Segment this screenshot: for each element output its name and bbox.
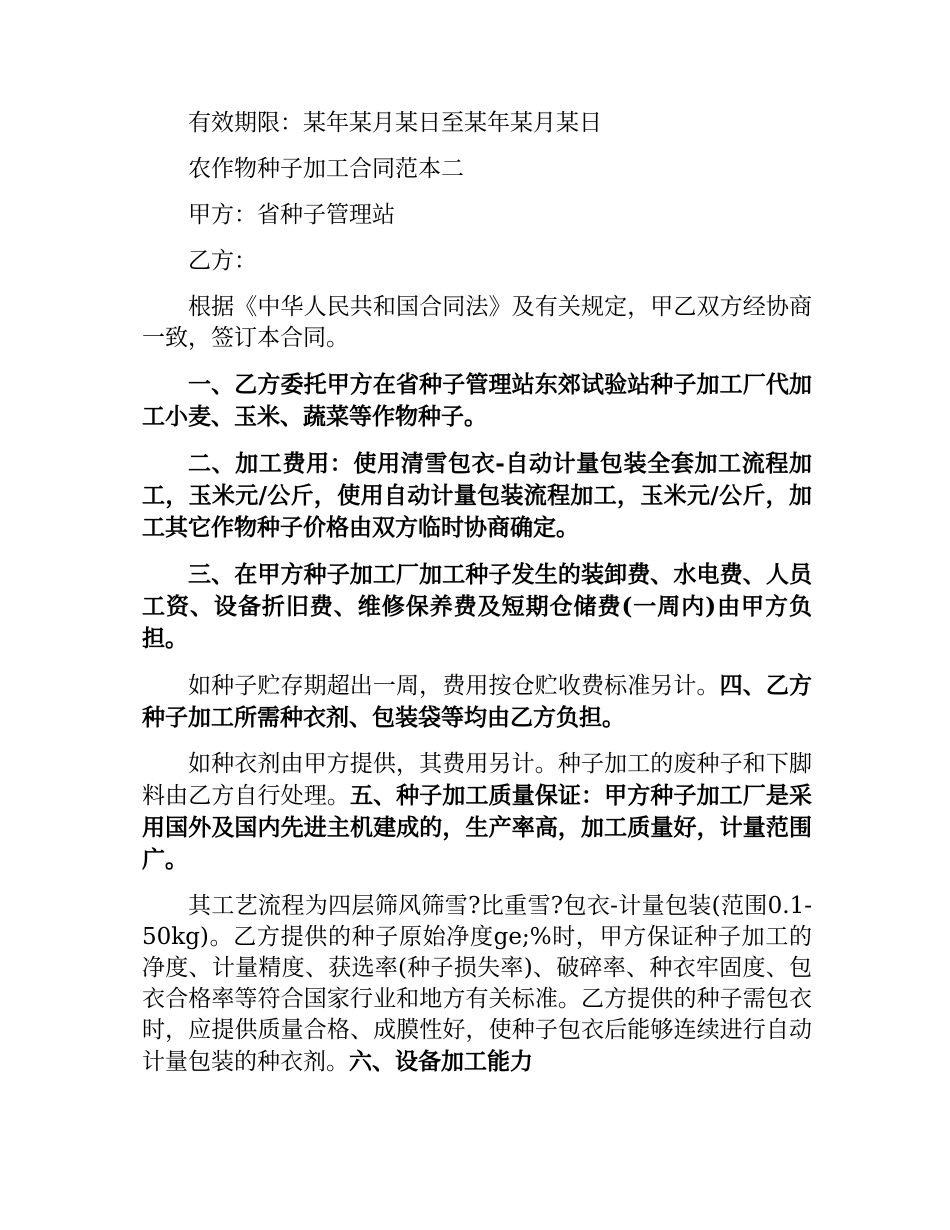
- clause-6: [142, 891, 812, 1078]
- text-segment: 如种子贮存期超出一周，费用按仓贮收费标准另计。: [188, 673, 720, 699]
- clause-5: [142, 749, 812, 876]
- text-segment: 有效期限：某年某月某日至某年某月某日: [188, 110, 602, 136]
- text-segment: 乙方：: [188, 248, 257, 274]
- party-a: [142, 200, 812, 231]
- text-segment: 根据《中华人民共和国合同法》及有关规定，甲乙双方经协商一致，签订本合同。: [142, 294, 812, 351]
- text-segment-bold: 一、乙方委托甲方在省种子管理站东郊试验站种子加工厂代加工小麦、玉米、蔬菜等作物种子。: [142, 371, 812, 430]
- contract-title: [142, 154, 812, 185]
- text-segment-bold: 六、设备加工能力: [349, 1048, 533, 1075]
- party-b: [142, 246, 812, 277]
- clause-4: [142, 670, 812, 734]
- clause-3: [142, 559, 812, 655]
- text-segment: 甲方：省种子管理站: [188, 202, 395, 228]
- preamble: [142, 292, 812, 354]
- text-segment: 农作物种子加工合同范本二: [188, 156, 464, 182]
- text-segment: 如种衣剂由甲方提供，其费用另计。种子加工的废种子和下脚料由乙方自行处理。: [142, 751, 812, 809]
- text-segment-bold: 三、在甲方种子加工厂加工种子发生的装卸费、水电费、人员工资、设备折旧费、维修保养费及短期仓储费(一周内)由甲方负担。: [142, 561, 812, 652]
- validity-period: [142, 108, 812, 139]
- text-segment: 其工艺流程为四层筛风筛雪?比重雪?包衣-计量包装(范围0.1-50kg)。乙方提供的种子原始净度ge;%时，甲方保证种子加工的净度、计量精度、获选率(种子损失率)、破碎率、种衣牢固度、包衣合格率等符合国家行业和地方有关标准。乙方提供的种子需包衣时，应提供质量合格、成膜性好，使种子包衣后能够连续进行自动计量包装的种衣剂。: [142, 893, 812, 1075]
- text-segment-bold: 四、乙方种子加工所需种衣剂、包装袋等均由乙方负担。: [142, 672, 813, 731]
- clause-2: [142, 448, 812, 544]
- document-body: [142, 108, 812, 1093]
- text-segment-bold: 五、种子加工质量保证：甲方种子加工厂是采用国外及国内先进主机建成的，生产率高，加工质量好，计量范围广。: [142, 782, 813, 873]
- text-segment-bold: 二、加工费用：使用清雪包衣-自动计量包装全套加工流程加工，玉米元/公斤，使用自动计量包装流程加工，玉米元/公斤，加工其它作物种子价格由双方临时协商确定。: [142, 450, 812, 541]
- clause-1: [142, 369, 812, 433]
